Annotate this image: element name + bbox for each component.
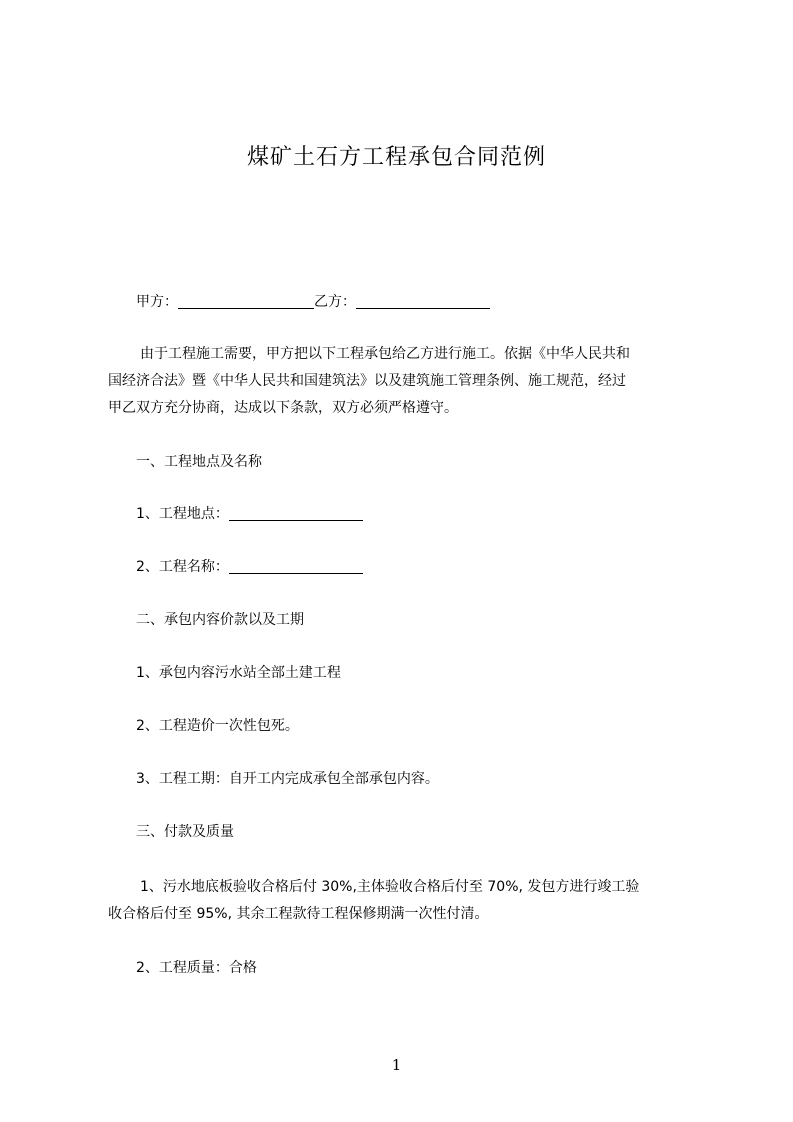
project-name-blank: [229, 559, 363, 574]
page-number: 1: [391, 1056, 402, 1074]
section-3-heading: 三、付款及质量: [136, 824, 234, 840]
section-2-item-1: 1、承包内容污水站全部土建工程: [136, 665, 341, 681]
party-a-label: 甲方：: [136, 294, 178, 310]
quality-line: 2、工程质量：合格: [136, 960, 257, 976]
section-1-heading: 一、工程地点及名称: [136, 454, 262, 470]
party-a-blank: [178, 294, 314, 309]
parties-line: [136, 292, 490, 312]
location-label: 1、工程地点：: [136, 506, 229, 522]
project-name-label: 2、工程名称：: [136, 559, 229, 575]
project-name-line: [136, 557, 363, 577]
section-2-item-3: 3、工程工期：自开工内完成承包全部承包内容。: [136, 771, 439, 787]
section-2-item-2: 2、工程造价一次性包死。: [136, 718, 299, 734]
party-b-blank: [356, 294, 490, 309]
section-2-heading: 二、承包内容价款以及工期: [136, 612, 304, 628]
intro-paragraph-line-3: 甲乙双方充分协商，达成以下条款，双方必须严格遵守。: [108, 400, 458, 416]
document-title: 煤矿土石方工程承包合同范例: [246, 145, 546, 170]
location-blank: [229, 506, 363, 521]
party-b-label: 乙方：: [314, 294, 356, 310]
payment-paragraph-line-2: 收合格后付至 95%, 其余工程款待工程保修期满一次性付清。: [108, 906, 489, 922]
payment-paragraph-line-1: 1、污水地底板验收合格后付 30%,主体验收合格后付至 70%, 发包方进行竣工验: [140, 879, 640, 895]
location-line: [136, 504, 363, 524]
intro-paragraph-line-1: 由于工程施工需要，甲方把以下工程承包给乙方进行施工。依据《中华人民共和: [140, 346, 630, 362]
intro-paragraph-line-2: 国经济合法》暨《中华人民共和国建筑法》以及建筑施工管理条例、施工规范，经过: [108, 373, 626, 389]
